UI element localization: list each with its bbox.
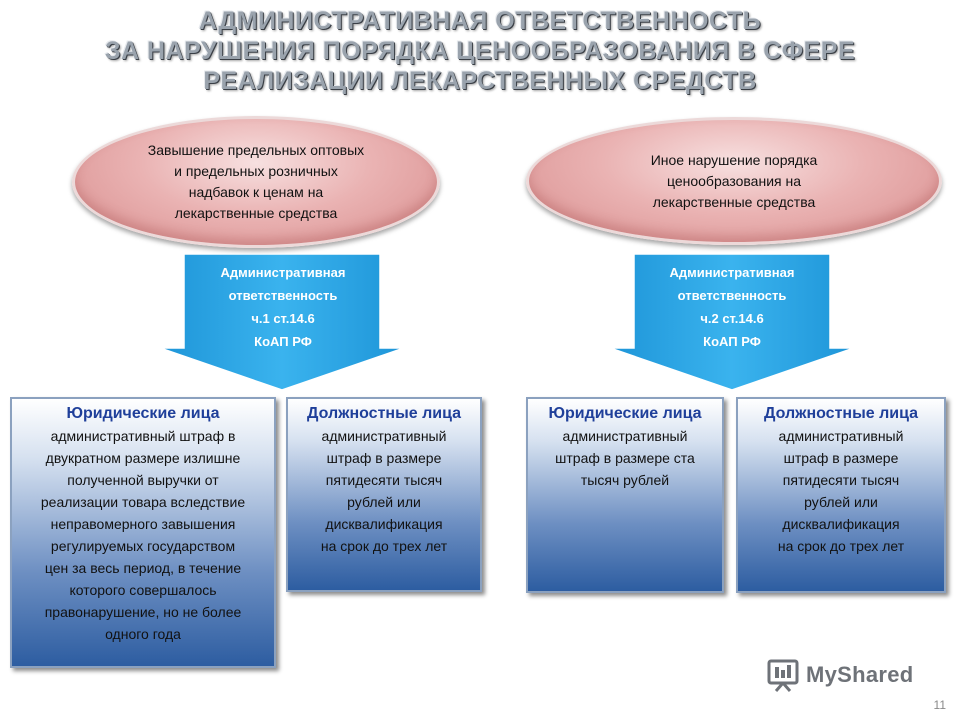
box-line: реализации товара вследствие (40, 494, 246, 510)
arrow-label-left (183, 261, 383, 353)
arrow-line: КоАП РФ (254, 334, 312, 349)
box-line: одного года (105, 626, 181, 642)
presentation-board-icon (766, 658, 800, 692)
ellipse-line: и предельных розничных (174, 163, 338, 179)
box-line: административный (778, 428, 904, 444)
penalty-box-officials-left (286, 397, 482, 592)
box-header: Должностные лица (306, 405, 462, 422)
arrow-label-right (632, 261, 832, 353)
ellipse-line: ценообразования на (666, 172, 802, 189)
arrow-line: КоАП РФ (703, 334, 761, 349)
ellipse-line: надбавок к ценам на (188, 184, 324, 200)
box-line: дисквалификация (782, 516, 900, 532)
violation-ellipse-other (526, 117, 942, 245)
box-line: правонарушение, но не более (44, 604, 242, 620)
penalty-box-officials-right (736, 397, 946, 593)
penalty-box-legal-entities-right (526, 397, 724, 593)
arrow-line: ответственность (228, 288, 338, 303)
page-number: 11 (933, 698, 946, 712)
box-line: регулируемых государством (50, 538, 236, 554)
box-header: Должностные лица (763, 405, 919, 422)
arrow-line: Административная (669, 265, 795, 280)
box-header: Юридические лица (66, 405, 220, 422)
box-line: рублей или (347, 494, 421, 510)
page-title-line-3: РЕАЛИЗАЦИИ ЛЕКАРСТВЕННЫХ СРЕДСТВ (203, 67, 757, 95)
page-title-line-2: ЗА НАРУШЕНИЯ ПОРЯДКА ЦЕНООБРАЗОВАНИЯ В СФЕРЕ (104, 37, 856, 65)
ellipse-line: Завышение предельных оптовых (147, 142, 365, 158)
box-line: тысяч рублей (580, 472, 670, 488)
box-line: административный (562, 428, 688, 444)
box-line: полученной выручки от (67, 472, 219, 488)
logo-text: MyShared (806, 662, 914, 687)
ellipse-line: лекарственные средства (174, 205, 338, 221)
box-line: штраф в размере (326, 450, 442, 466)
box-line: рублей или (804, 494, 878, 510)
box-line: дисквалификация (325, 516, 443, 532)
arrow-line: ч.2 ст.14.6 (700, 311, 764, 326)
arrow-line: Административная (220, 265, 346, 280)
box-line: на срок до трех лет (320, 538, 448, 554)
penalty-box-legal-entities-left (10, 397, 276, 668)
box-line: штраф в размере (783, 450, 899, 466)
box-line: неправомерного завышения (50, 516, 236, 532)
box-line: двукратном размере излишне (45, 450, 241, 466)
box-line: административный (321, 428, 447, 444)
box-line: штраф в размере ста (555, 450, 695, 466)
arrow-line: ответственность (677, 288, 787, 303)
violation-ellipse-excess-markup (72, 116, 440, 248)
box-line: на срок до трех лет (777, 538, 905, 554)
ellipse-line: лекарственные средства (652, 193, 816, 210)
box-line: цен за весь период, в течение (44, 560, 242, 576)
page-title-line-1: АДМИНИСТРАТИВНАЯ ОТВЕТСТВЕННОСТЬ (198, 7, 762, 35)
arrow-line: ч.1 ст.14.6 (251, 311, 315, 326)
box-header: Юридические лица (548, 405, 702, 422)
box-line: пятидесяти тысяч (782, 472, 900, 488)
ellipse-line: Иное нарушение порядка (650, 151, 818, 168)
myshared-logo (766, 655, 914, 695)
box-line: пятидесяти тысяч (325, 472, 443, 488)
box-line: которого совершалось (69, 582, 217, 598)
box-line: административный штраф в (50, 428, 236, 444)
